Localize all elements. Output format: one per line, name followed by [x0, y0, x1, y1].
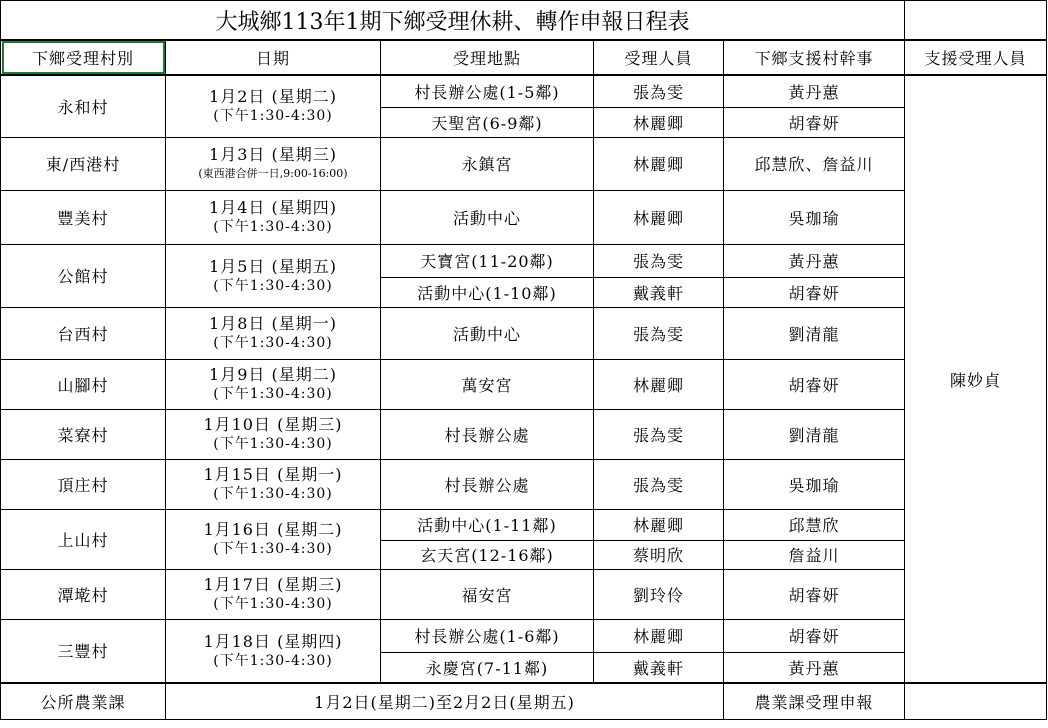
date-time: (下午1:30-4:30)	[213, 652, 333, 669]
village-cell: 三豐村	[1, 619, 166, 683]
date-main: 1月9日 (星期二)	[209, 365, 337, 384]
staff-cell: 張為雯	[594, 244, 724, 277]
table-row	[1, 459, 1047, 509]
helper-cell: 劉清龍	[724, 409, 905, 459]
village-cell: 上山村	[1, 509, 166, 569]
staff-cell: 林麗卿	[594, 619, 724, 652]
helper-cell: 胡睿妍	[724, 619, 905, 652]
date-main: 1月17日 (星期三)	[203, 575, 343, 594]
table-row	[1, 244, 1047, 277]
table-row	[1, 137, 1047, 190]
staff-cell: 劉玲伶	[594, 569, 724, 619]
date-time: (下午1:30-4:30)	[213, 486, 333, 502]
place-cell: 村長辦公處	[381, 459, 594, 509]
place-cell: 活動中心(1-10鄰)	[381, 277, 594, 307]
place-cell: 永鎮宮	[381, 137, 594, 190]
date-main: 1月8日 (星期一)	[209, 314, 337, 333]
helper-cell: 邱慧欣	[724, 509, 905, 540]
place-cell: 活動中心	[381, 190, 594, 244]
helper-cell: 吳珈瑜	[724, 190, 905, 244]
date-time: (下午1:30-4:30)	[213, 596, 333, 612]
staff-cell: 蔡明欣	[594, 540, 724, 569]
date-cell	[166, 509, 381, 569]
helper-cell: 胡睿妍	[724, 107, 905, 137]
date-main: 1月16日 (星期二)	[203, 520, 343, 539]
header-village[interactable]: 下鄉受理村別	[1, 40, 166, 75]
staff-cell: 林麗卿	[594, 137, 724, 190]
helper-cell: 吳珈瑜	[724, 459, 905, 509]
date-time: (下午1:30-4:30)	[213, 335, 333, 351]
village-cell: 山腳村	[1, 359, 166, 409]
date-time: (下午1:30-4:30)	[213, 277, 333, 294]
helper-cell: 詹益川	[724, 540, 905, 569]
helper-cell: 胡睿妍	[724, 569, 905, 619]
helper-cell: 劉清龍	[724, 307, 905, 359]
header-date: 日期	[166, 40, 381, 75]
staff-cell: 林麗卿	[594, 509, 724, 540]
staff-cell: 林麗卿	[594, 190, 724, 244]
place-cell: 活動中心	[381, 307, 594, 359]
date-main: 1月10日 (星期三)	[203, 415, 343, 434]
date-cell	[166, 244, 381, 307]
table-row	[1, 409, 1047, 459]
village-cell: 菜寮村	[1, 409, 166, 459]
helper-cell: 黃丹蕙	[724, 652, 905, 683]
place-cell: 玄天宮(12-16鄰)	[381, 540, 594, 569]
date-main: 1月4日 (星期四)	[209, 198, 337, 217]
date-main: 1月2日 (星期二)	[209, 87, 337, 107]
title-empty-cell	[905, 1, 1047, 41]
date-time: (下午1:30-4:30)	[213, 436, 333, 452]
staff-cell: 張為雯	[594, 307, 724, 359]
header-staff: 受理人員	[594, 40, 724, 75]
place-cell: 天寶宮(11-20鄰)	[381, 244, 594, 277]
village-cell: 豐美村	[1, 190, 166, 244]
village-cell: 台西村	[1, 307, 166, 359]
staff-cell: 戴義軒	[594, 652, 724, 683]
footer-note: 農業課受理申報	[724, 683, 905, 720]
date-time: (下午1:30-4:30)	[213, 219, 333, 235]
helper-cell: 胡睿妍	[724, 359, 905, 409]
staff-cell: 張為雯	[594, 75, 724, 107]
support-staff-cell: 陳妙貞	[905, 75, 1047, 683]
table-row	[1, 509, 1047, 540]
helper-cell: 黃丹蕙	[724, 244, 905, 277]
footer-period: 1月2日(星期二)至2月2日(星期五)	[166, 683, 724, 720]
village-cell: 頂庄村	[1, 459, 166, 509]
place-cell: 萬安宮	[381, 359, 594, 409]
table-row	[1, 190, 1047, 244]
village-cell: 潭墘村	[1, 569, 166, 619]
date-cell	[166, 459, 381, 509]
date-cell	[166, 137, 381, 190]
place-cell: 福安宮	[381, 569, 594, 619]
footer-label: 公所農業課	[1, 683, 166, 720]
table-row	[1, 75, 1047, 107]
date-main: 1月3日 (星期三)	[209, 144, 337, 164]
date-time: (東西港合併一日,9:00-16:00)	[198, 166, 348, 180]
staff-cell: 林麗卿	[594, 359, 724, 409]
date-cell	[166, 409, 381, 459]
title-row	[1, 1, 1047, 41]
staff-cell: 張為雯	[594, 459, 724, 509]
table-row	[1, 307, 1047, 359]
village-cell: 公館村	[1, 244, 166, 307]
place-cell: 村長辦公處	[381, 409, 594, 459]
table-row	[1, 569, 1047, 619]
helper-cell: 黃丹蕙	[724, 75, 905, 107]
helper-cell: 胡睿妍	[724, 277, 905, 307]
date-main: 1月5日 (星期五)	[209, 256, 337, 276]
header-place: 受理地點	[381, 40, 594, 75]
header-support: 支援受理人員	[905, 40, 1047, 75]
place-cell: 村長辦公處(1-6鄰)	[381, 619, 594, 652]
table-row	[1, 359, 1047, 409]
place-cell: 天聖宮(6-9鄰)	[381, 107, 594, 137]
staff-cell: 張為雯	[594, 409, 724, 459]
date-main: 1月15日 (星期一)	[203, 465, 343, 484]
helper-cell: 邱慧欣、詹益川	[724, 137, 905, 190]
date-cell	[166, 569, 381, 619]
table-row	[1, 619, 1047, 652]
date-cell	[166, 75, 381, 137]
header-helper: 下鄉支援村幹事	[724, 40, 905, 75]
date-cell	[166, 619, 381, 683]
date-cell	[166, 190, 381, 244]
header-row	[1, 40, 1047, 75]
date-time: (下午1:30-4:30)	[213, 386, 333, 402]
place-cell: 活動中心(1-11鄰)	[381, 509, 594, 540]
staff-cell: 戴義軒	[594, 277, 724, 307]
village-cell: 東/西港村	[1, 137, 166, 190]
date-main: 1月18日 (星期四)	[203, 631, 343, 651]
page-title: 大城鄉113年1期下鄉受理休耕、轉作申報日程表	[1, 1, 905, 41]
date-time: (下午1:30-4:30)	[213, 541, 333, 557]
place-cell: 村長辦公處(1-5鄰)	[381, 75, 594, 107]
date-time: (下午1:30-4:30)	[213, 108, 333, 125]
date-cell	[166, 359, 381, 409]
date-cell	[166, 307, 381, 359]
village-cell: 永和村	[1, 75, 166, 137]
footer-empty-cell	[905, 683, 1047, 720]
footer-row	[1, 683, 1047, 720]
staff-cell: 林麗卿	[594, 107, 724, 137]
place-cell: 永慶宮(7-11鄰)	[381, 652, 594, 683]
